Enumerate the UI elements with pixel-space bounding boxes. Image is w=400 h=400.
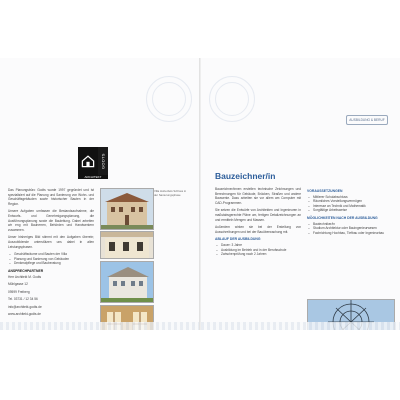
description-paragraph: Bauzeichner/innen erstellen technische Zeichnungen und Berechnungen für Gebäude, Brücken, Straßen und andere Bauwerke. Dazu arbeiten sie vor allem am Computer mit CAD-Programmen.: [215, 187, 301, 205]
list-item: – Mittlerer Schulabschluss: [313, 195, 393, 200]
description-paragraph: Sie setzen die Entwürfe von Architekten und Ingenieuren in maßstabsgerechte Pläne um, fertigen Detailzeichnungen an und ermitteln Mengen und Massen.: [215, 208, 301, 222]
intro-paragraph: Das Planungsbüro Godts wurde 1997 gegründet und ist spezialisiert auf die Planung und Sanierung von Wohn- und Geschäftsgebäuden sowie historischer Bauten in der Region.: [8, 188, 94, 206]
list-item: – Studium Architektur oder Bauingenieurwesen: [313, 226, 393, 231]
contact-line: Tel. 03731 / 12 34 56: [8, 297, 38, 302]
description-column: [215, 187, 301, 260]
list-item: – Zwischenprüfung nach 2 Jahren: [221, 252, 301, 257]
photo-caption: Villa Hohenfels Schloss in der Sanierungsphase: [154, 189, 187, 197]
section-heading: MÖGLICHKEITEN NACH DER AUSBILDUNG: [307, 215, 378, 220]
company-logo: [78, 147, 108, 175]
body-paragraph: Unsere Aufgaben umfassen die Bestandsaufnahme, die Entwurfs- und Genehmigungsplanung, die Ausführungsplanung sowie die Bauleitung. Dabei arbeiten wir eng mit Bauherren, Behörden und Handwerkern zusammen.: [8, 209, 94, 232]
building-photo: [100, 188, 154, 230]
section-tab: AUSBILDUNG & BERUF: [346, 115, 388, 125]
list-item: – Geschäftsräume und Bauten der Villa: [14, 252, 94, 257]
decorative-ornament: [152, 82, 186, 116]
list-item: – Ausbildung im Betrieb und in der Berufsschule: [221, 248, 301, 253]
contact-line: info@architekt-godts.de: [8, 304, 42, 309]
contact-heading: ANSPRECHPARTNER: [8, 268, 44, 273]
list-item: – Bautechniker/in: [313, 222, 393, 227]
bullet-list: [307, 222, 393, 236]
right-page: [201, 58, 400, 330]
bullet-list: [8, 252, 94, 266]
list-item: – Planung und Sanierung von Gebäuden: [14, 257, 94, 262]
decorative-band: [201, 322, 400, 330]
building-photo: [100, 231, 154, 259]
list-item: – Denkmalpflege und Bauberatung: [14, 261, 94, 266]
contact-line: Mühlgasse 12: [8, 282, 28, 287]
house-icon: [78, 147, 98, 175]
list-item: – Dauer: 3 Jahre: [221, 243, 301, 248]
list-item: – Interesse an Technik und Mathematik: [313, 204, 393, 209]
list-item: – Fachrichtung Hochbau, Tiefbau oder Ingenieurbau: [313, 231, 393, 236]
note-paragraph: Unser bisheriges Bild stimmt mit den Aufgaben überein; Auszubildende unterstützen uns dabei in allen Leistungsphasen.: [8, 235, 94, 249]
contact-line: 09599 Freiberg: [8, 289, 30, 294]
brochure-spread: [0, 58, 400, 330]
section-heading: ABLAUF DER AUSBILDUNG: [215, 237, 261, 242]
section-heading: VORAUSSETZUNGEN: [307, 189, 343, 193]
company-text-column: [8, 188, 94, 320]
left-page: [0, 58, 199, 330]
description-paragraph: Außerdem wirken sie bei der Erstellung von Ausschreibungen und bei der Bauüberwachung mit.: [215, 225, 301, 234]
contact-line: Herr Architekt M. Godts: [8, 274, 42, 279]
requirements-column: [307, 187, 393, 238]
logo-text: GODTS: [98, 147, 108, 175]
contact-line: www.architekt-godts.de: [8, 312, 41, 317]
building-photo: [100, 261, 154, 303]
bullet-list: [215, 243, 301, 257]
page-title: Bauzeichner/in: [215, 171, 276, 181]
logo-caption: ARCHITEKT: [78, 175, 108, 179]
decorative-band: [0, 322, 199, 330]
list-item: – Sorgfältige Arbeitsweise: [313, 208, 393, 213]
list-item: – Räumliches Vorstellungsvermögen: [313, 199, 393, 204]
decorative-ornament: [215, 82, 249, 116]
bullet-list: [307, 195, 393, 213]
